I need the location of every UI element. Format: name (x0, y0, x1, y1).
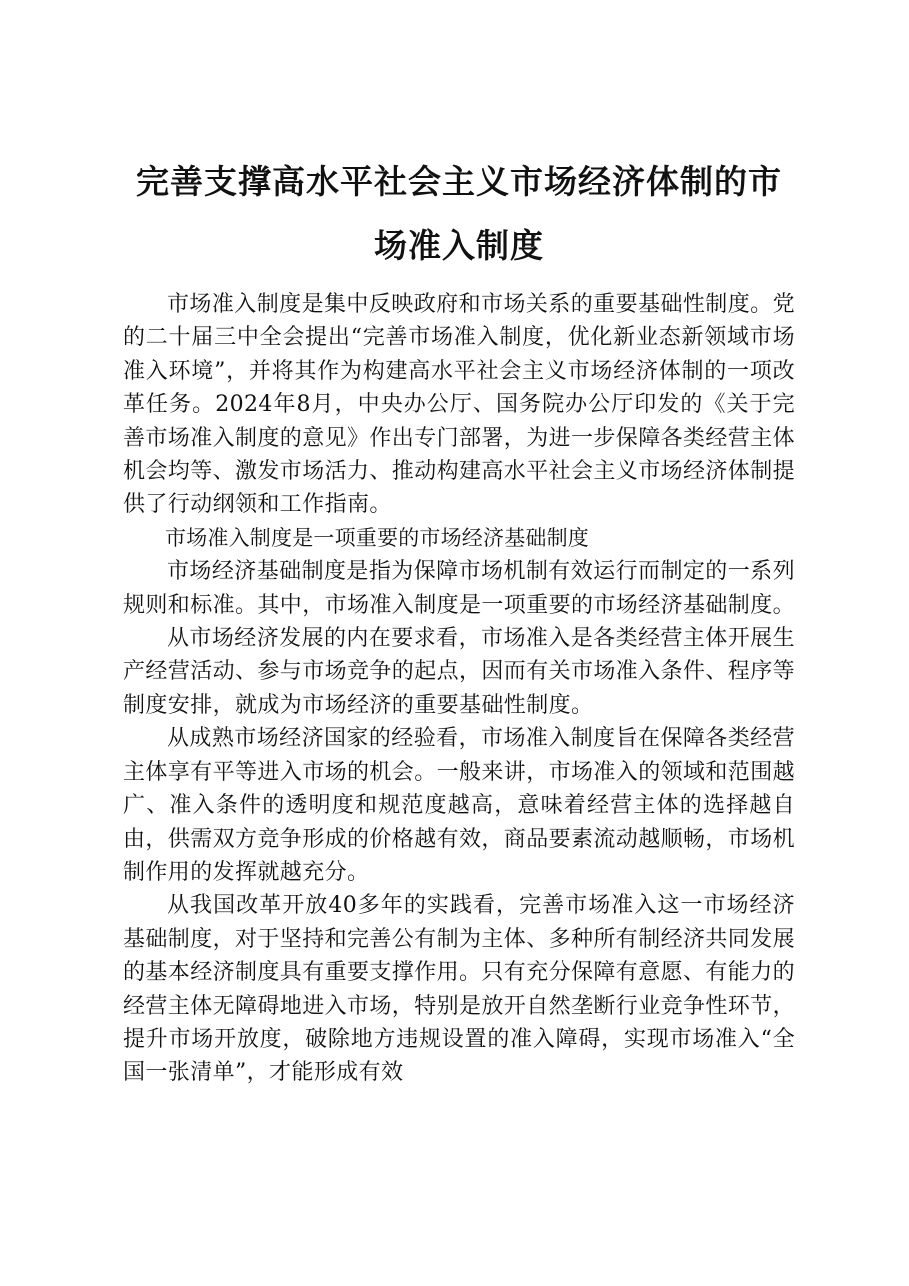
section-heading: 市场准入制度是一项重要的市场经济基础制度 (165, 525, 589, 550)
body-paragraph: 市场经济基础制度是指为保障市场机制有效运行而制定的一系列规则和标准。其中，市场准入制度是一项重要的市场经济基础制度。 (123, 559, 796, 618)
body-paragraph: 从市场经济发展的内在要求看，市场准入是各类经营主体开展生产经营活动、参与市场竞争的起点，因而有关市场准入条件、程序等制度安排，就成为市场经济的重要基础性制度。 (123, 626, 796, 718)
intro-paragraph: 市场准入制度是集中反映政府和市场关系的重要基础性制度。党的二十届三中全会提出“完善市场准入制度，优化新业态新领域市场准入环境”，并将其作为构建高水平社会主义市场经济体制的一项改革任务。2024年8月，中央办公厅、国务院办公厅印发的《关于完善市场准入制度的意见》作出专门部署，为进一步保障各类经营主体机会均等、激发市场活力、推动构建高水平社会主义市场经济体制提供了行动纲领和工作指南。 (123, 292, 796, 518)
document-title: 完善支撑高水平社会主义市场经济体制的市场准入制度 (136, 162, 782, 265)
document-content (123, 150, 795, 1090)
body-paragraph: 从我国改革开放40多年的实践看，完善市场准入这一市场经济基础制度，对于坚持和完善公有制为主体、多种所有制经济共同发展的基本经济制度具有重要支撑作用。只有充分保障有意愿、有能力的经营主体无障碍地进入市场，特别是放开自然垄断行业竞争性环节，提升市场开放度，破除地方违规设置的准入障碍，实现市场准入“全国一张清单”，才能形成有效 (123, 893, 796, 1086)
body-paragraph: 从成熟市场经济国家的经验看，市场准入制度旨在保障各类经营主体享有平等进入市场的机会。一般来讲，市场准入的领域和范围越广、准入条件的透明度和规范度越高，意味着经营主体的选择越自由，供需双方竞争形成的价格越有效，商品要素流动越顺畅，市场机制作用的发挥就越充分。 (123, 726, 796, 885)
document-body (123, 288, 795, 1090)
